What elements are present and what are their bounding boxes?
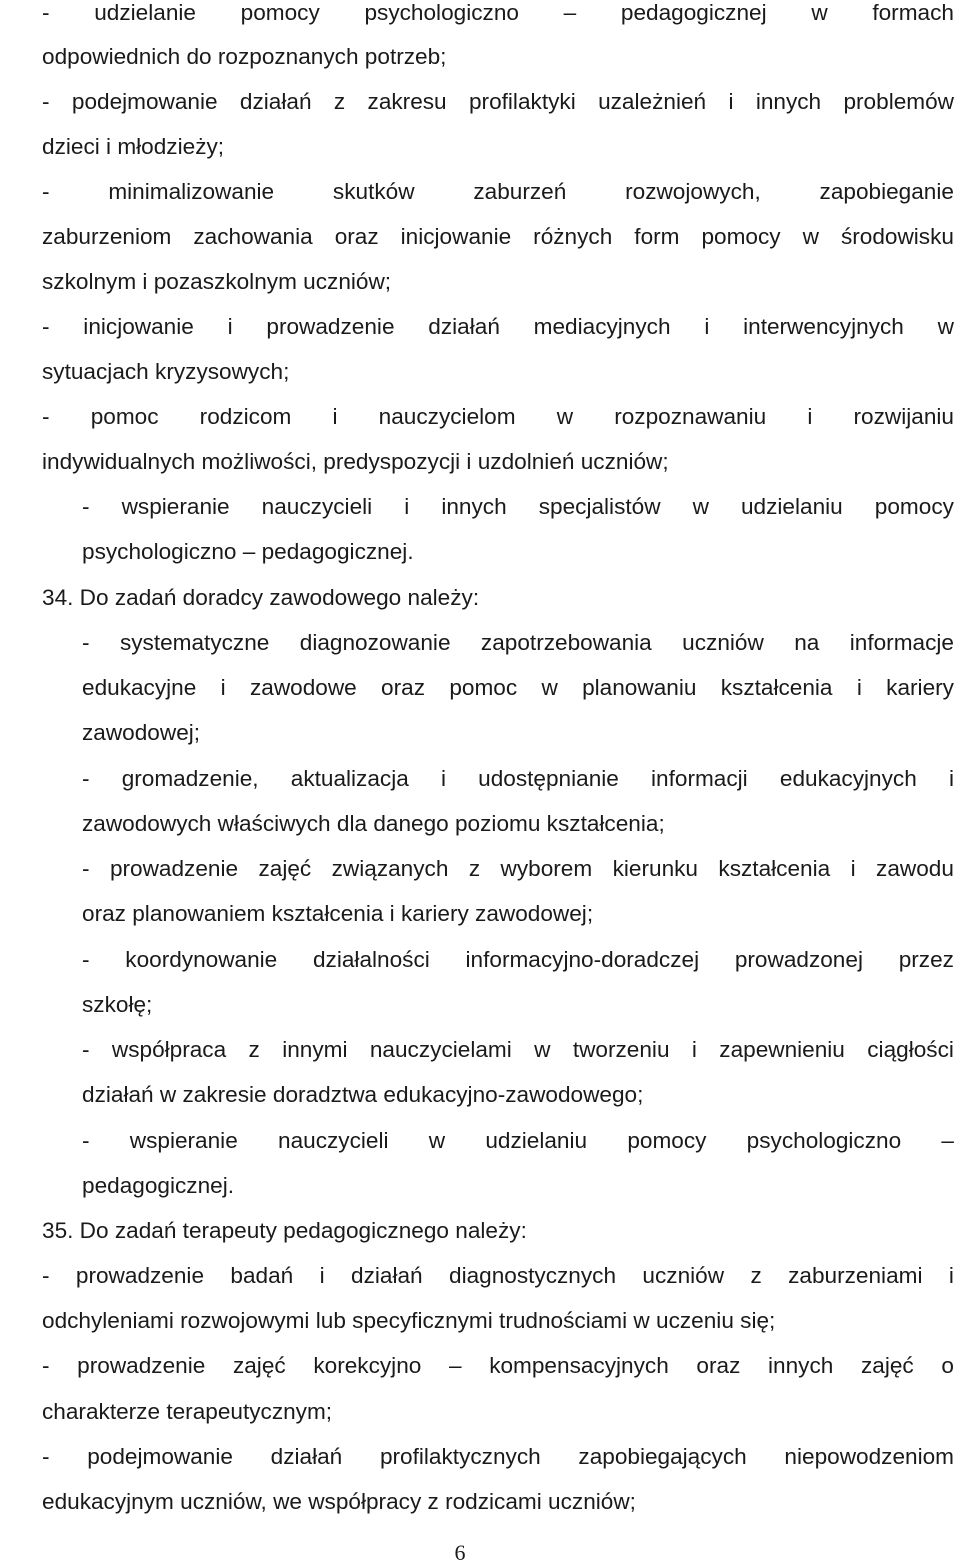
- text-line: zawodowych właściwych dla danego poziomu kształcenia;: [82, 811, 665, 836]
- text-line: [82, 937, 954, 982]
- word: w: [428, 1128, 446, 1153]
- word: pomocy: [701, 224, 781, 249]
- word: formach: [872, 0, 954, 25]
- word: aktualizacja: [290, 766, 409, 791]
- word: uczniów: [682, 630, 764, 655]
- text-line: [42, 304, 954, 349]
- word: kształcenia: [720, 675, 833, 700]
- word: związanych: [331, 856, 449, 881]
- word: i: [948, 1263, 954, 1288]
- word: zachowania: [193, 224, 313, 249]
- word: specjalistów: [538, 494, 661, 519]
- word: niepowodzeniom: [784, 1444, 954, 1469]
- text-line: [82, 665, 954, 710]
- word: podejmowanie: [71, 89, 218, 114]
- word: –: [941, 1128, 954, 1153]
- word: pomocy: [627, 1128, 707, 1153]
- text-line: zawodowej;: [82, 720, 201, 745]
- text-line: szkolnym i pozaszkolnym uczniów;: [42, 269, 392, 294]
- word: prowadzenie: [75, 1263, 205, 1288]
- word: środowisku: [840, 224, 954, 249]
- word: diagnostycznych: [449, 1263, 617, 1288]
- word: profilaktycznych: [379, 1444, 541, 1469]
- word: -: [82, 856, 90, 881]
- text-line: indywidualnych możliwości, predyspozycji i uzdolnień uczniów;: [42, 449, 669, 474]
- word: innych: [768, 1353, 834, 1378]
- text-line: [82, 620, 954, 665]
- word: rozwojowych,: [625, 179, 761, 204]
- word: i: [704, 314, 710, 339]
- text-line: szkołę;: [82, 992, 153, 1017]
- word: i: [319, 1263, 325, 1288]
- word: profilaktyki: [468, 89, 576, 114]
- word: działalności: [312, 947, 430, 972]
- word: -: [82, 494, 90, 519]
- word: uzależnień: [598, 89, 707, 114]
- word: -: [82, 766, 90, 791]
- word: -: [42, 314, 50, 339]
- word: w: [937, 314, 954, 339]
- text-line: [42, 79, 954, 124]
- word: różnych: [533, 224, 613, 249]
- word: edukacyjne: [82, 675, 197, 700]
- word: -: [42, 179, 50, 204]
- word: i: [332, 404, 338, 429]
- word: i: [691, 1037, 697, 1062]
- word: i: [220, 675, 226, 700]
- text-line: oraz planowaniem kształcenia i kariery zawodowej;: [82, 901, 594, 926]
- word: pomoc: [449, 675, 518, 700]
- word: pomoc: [90, 404, 159, 429]
- word: form: [634, 224, 680, 249]
- word: i: [856, 675, 862, 700]
- word: zaburzeń: [473, 179, 567, 204]
- word: –: [448, 1353, 462, 1378]
- word: korekcyjno: [313, 1353, 422, 1378]
- word: informacji: [651, 766, 748, 791]
- text-line: odchyleniami rozwojowymi lub specyficznymi trudnościami w uczeniu się;: [42, 1308, 776, 1333]
- word: zajęć: [860, 1353, 914, 1378]
- word: pomocy: [240, 0, 320, 25]
- word: -: [82, 1037, 90, 1062]
- word: prowadzenie: [109, 856, 239, 881]
- word: i: [948, 766, 954, 791]
- word: w: [811, 0, 828, 25]
- word: rodzicom: [199, 404, 292, 429]
- word: skutków: [332, 179, 415, 204]
- word: działań: [270, 1444, 343, 1469]
- word: w: [541, 675, 558, 700]
- word: inicjowanie: [400, 224, 512, 249]
- word: zakresu: [367, 89, 447, 114]
- word: i: [807, 404, 813, 429]
- word: i: [728, 89, 734, 114]
- word: w: [556, 404, 574, 429]
- word: kompensacyjnych: [489, 1353, 669, 1378]
- word: -: [82, 630, 90, 655]
- word: zapewnieniu: [719, 1037, 845, 1062]
- text-line: [82, 1027, 954, 1072]
- word: wspieranie: [129, 1128, 238, 1153]
- word: rozpoznawaniu: [614, 404, 767, 429]
- word: zapotrzebowania: [480, 630, 652, 655]
- word: -: [42, 404, 50, 429]
- word: kariery: [886, 675, 954, 700]
- page-number: 6: [454, 1540, 466, 1565]
- word: i: [404, 494, 410, 519]
- text-line: [42, 1253, 954, 1298]
- word: psychologiczno: [746, 1128, 902, 1153]
- word: nauczycielami: [369, 1037, 512, 1062]
- word: i: [227, 314, 233, 339]
- word: zaburzeniom: [42, 224, 172, 249]
- word: interwencyjnych: [743, 314, 904, 339]
- text-line: [82, 1118, 954, 1163]
- word: w: [802, 224, 819, 249]
- word: o: [941, 1353, 954, 1378]
- word: minimalizowanie: [108, 179, 275, 204]
- word: innych: [441, 494, 507, 519]
- word: w: [534, 1037, 551, 1062]
- word: wspieranie: [121, 494, 230, 519]
- word: -: [82, 947, 90, 972]
- word: udostępnianie: [478, 766, 619, 791]
- word: uczniów: [642, 1263, 725, 1288]
- word: z: [468, 856, 481, 881]
- text-line: dzieci i młodzieży;: [42, 134, 225, 159]
- word: -: [42, 1353, 50, 1378]
- word: -: [42, 1444, 50, 1469]
- word: badań: [230, 1263, 294, 1288]
- word: udzielaniu: [485, 1128, 588, 1153]
- word: edukacyjnych: [779, 766, 917, 791]
- word: planowaniu: [582, 675, 697, 700]
- word: zapobieganie: [819, 179, 954, 204]
- text-line: psychologiczno – pedagogicznej.: [82, 539, 414, 564]
- word: działań: [239, 89, 312, 114]
- word: kierunku: [612, 856, 698, 881]
- word: nauczycielom: [378, 404, 516, 429]
- text-line: działań w zakresie doradztwa edukacyjno-zawodowego;: [82, 1082, 644, 1107]
- word: zapobiegających: [578, 1444, 747, 1469]
- word: ciągłości: [867, 1037, 954, 1062]
- text-line: [42, 169, 954, 214]
- word: –: [563, 0, 577, 25]
- text-line: [42, 1343, 954, 1388]
- word: oraz: [334, 224, 379, 249]
- word: psychologiczno: [364, 0, 519, 25]
- word: kształcenia: [718, 856, 831, 881]
- text-line: [82, 484, 954, 529]
- word: prowadzenie: [266, 314, 395, 339]
- word: informacje: [849, 630, 954, 655]
- word: podejmowanie: [87, 1444, 233, 1469]
- word: -: [82, 1128, 90, 1153]
- word: innymi: [282, 1037, 348, 1062]
- word: oraz: [696, 1353, 741, 1378]
- word: -: [42, 1263, 50, 1288]
- text-line: [82, 756, 954, 801]
- word: oraz: [381, 675, 425, 700]
- text-line: sytuacjach kryzysowych;: [42, 359, 290, 384]
- text-line: 35. Do zadań terapeuty pedagogicznego należy:: [42, 1218, 527, 1243]
- text-line: [42, 0, 954, 35]
- word: inicjowanie: [83, 314, 194, 339]
- word: nauczycieli: [261, 494, 373, 519]
- word: przez: [898, 947, 954, 972]
- word: -: [42, 0, 50, 25]
- word: działań: [428, 314, 500, 339]
- word: prowadzonej: [734, 947, 863, 972]
- word: -: [42, 89, 50, 114]
- word: zaburzeniami: [788, 1263, 923, 1288]
- word: zawodu: [876, 856, 954, 881]
- text-line: charakterze terapeutycznym;: [42, 1399, 333, 1424]
- word: gromadzenie,: [121, 766, 259, 791]
- word: koordynowanie: [125, 947, 278, 972]
- text-line: [42, 394, 954, 439]
- text-line: odpowiednich do rozpoznanych potrzeb;: [42, 44, 447, 69]
- word: nauczycieli: [278, 1128, 389, 1153]
- word: udzielanie: [94, 0, 196, 25]
- word: działań: [351, 1263, 423, 1288]
- word: na: [794, 630, 820, 655]
- word: prowadzenie: [77, 1353, 206, 1378]
- word: zajęć: [232, 1353, 286, 1378]
- text-line: edukacyjnym uczniów, we współpracy z rodzicami uczniów;: [42, 1489, 636, 1514]
- word: rozwijaniu: [853, 404, 954, 429]
- word: z: [750, 1263, 762, 1288]
- text-line: [42, 1434, 954, 1479]
- word: wyborem: [500, 856, 593, 881]
- word: mediacyjnych: [533, 314, 671, 339]
- text-line: [82, 846, 954, 891]
- word: innych: [755, 89, 822, 114]
- word: i: [440, 766, 446, 791]
- word: z: [333, 89, 346, 114]
- word: i: [850, 856, 856, 881]
- word: pomocy: [874, 494, 954, 519]
- word: w: [692, 494, 709, 519]
- word: zajęć: [258, 856, 312, 881]
- text-line: [42, 214, 954, 259]
- word: udzielaniu: [740, 494, 843, 519]
- word: problemów: [843, 89, 954, 114]
- word: pedagogicznej: [620, 0, 767, 25]
- word: systematyczne: [119, 630, 270, 655]
- word: zawodowe: [249, 675, 357, 700]
- word: z: [248, 1037, 260, 1062]
- word: tworzeniu: [572, 1037, 670, 1062]
- word: diagnozowanie: [299, 630, 451, 655]
- text-line: pedagogicznej.: [82, 1173, 235, 1198]
- text-line: 34. Do zadań doradcy zawodowego należy:: [42, 585, 480, 610]
- word: informacyjno-doradczej: [465, 947, 700, 972]
- word: współpraca: [111, 1037, 227, 1062]
